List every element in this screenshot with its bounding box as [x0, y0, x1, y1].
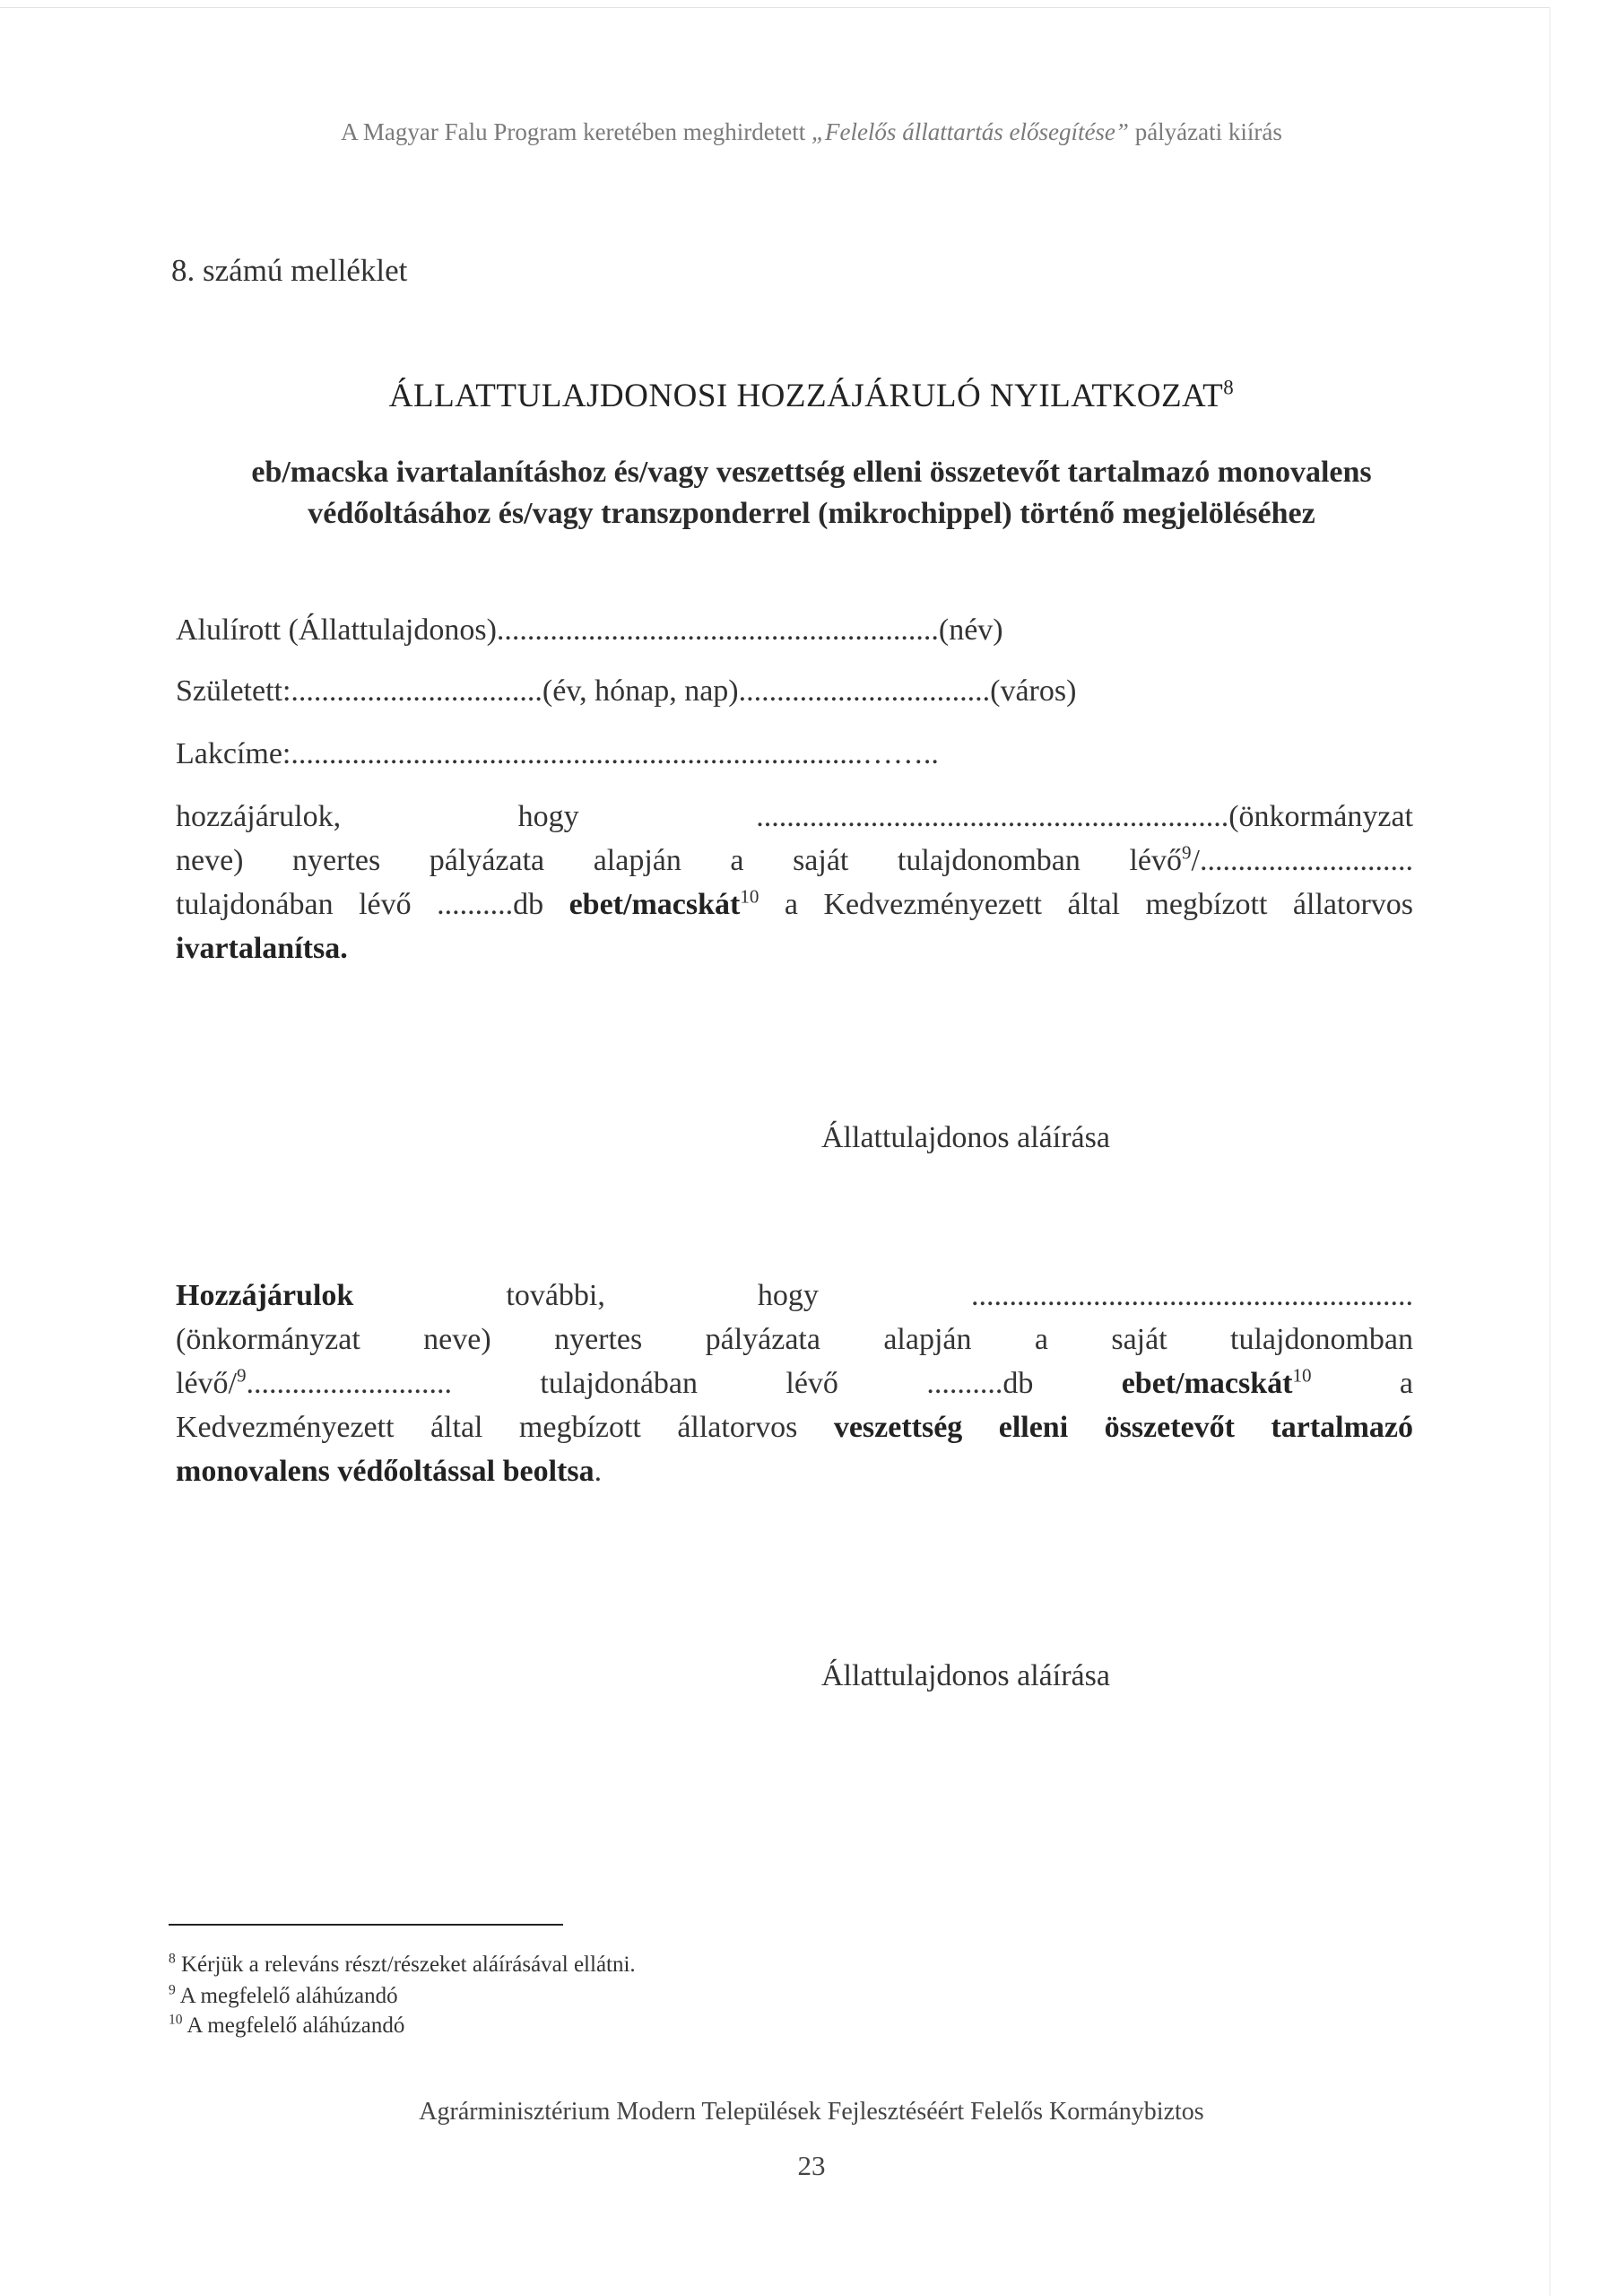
- consent2-bold-text: Hozzájárulok: [176, 1279, 354, 1312]
- birth-field: Született:.................................(év, hónap, nap).................................(város): [176, 674, 1077, 708]
- page-top-edge: [0, 7, 1549, 8]
- consent2-line-4: [176, 1405, 1413, 1449]
- consent1-bold-text: ivartalanítsa.: [176, 932, 348, 965]
- consent1-text: hozzájárulok, hogy ..............................................................(önkormányzat: [176, 800, 1413, 833]
- subtitle-line-2: védőoltásához és/vagy transzponderrel (mikrochippel) történő megjelöléséhez: [308, 497, 1315, 530]
- owner-name-field: Alulírott (Állattulajdonos)..........................................................(név): [176, 613, 1003, 647]
- footnote-ref: 10: [740, 885, 759, 908]
- footnote-number: 9: [169, 1982, 176, 1998]
- footnote-9: [169, 1984, 398, 2009]
- consent-vaccination-paragraph: [176, 1274, 1413, 1493]
- consent2-text: további, hogy ..........................................................: [353, 1279, 1413, 1312]
- consent1-line-1: [176, 795, 1413, 839]
- running-header: [0, 118, 1623, 146]
- annex-label: 8. számú melléklet: [171, 253, 408, 288]
- consent2-line-2: [176, 1318, 1413, 1361]
- consent2-text: a: [1311, 1367, 1414, 1400]
- footnote-8: [169, 1952, 636, 1978]
- footnote-text: A megfelelő aláhúzandó: [182, 2013, 405, 2038]
- page-number: 23: [797, 2150, 826, 2181]
- page-right-edge: [1549, 7, 1550, 2296]
- footnote-separator: [169, 1924, 563, 1926]
- consent1-text: neve) nyertes pályázata alapján a saját tulajdonomban lévő: [176, 844, 1182, 877]
- consent2-bold-text: ebet/macskát: [1121, 1367, 1293, 1400]
- footnote-number: 10: [169, 2012, 183, 2028]
- consent1-line-4: [176, 926, 1413, 970]
- consent1-line-2: [176, 839, 1413, 883]
- consent1-line-3: [176, 883, 1413, 926]
- consent2-line-1: [176, 1274, 1413, 1318]
- consent2-text: lévő/: [176, 1367, 237, 1400]
- page-footer: Agrárminisztérium Modern Települések Fejlesztéséért Felelős Kormánybiztos: [419, 2098, 1204, 2126]
- consent2-bold-text: veszettség elleni összetevőt tartalmazó: [833, 1411, 1414, 1444]
- footnote-ref: 10: [1292, 1364, 1312, 1387]
- header-prefix: A Magyar Falu Program keretében meghirdetett: [341, 118, 812, 145]
- footnote-number: 8: [169, 1951, 176, 1967]
- consent1-bold-text: ebet/macskát: [568, 888, 741, 921]
- consent2-line-5: [176, 1449, 1413, 1493]
- consent2-text: Kedvezményezett által megbízott állatorvos: [176, 1411, 834, 1444]
- title-footnote-ref: 8: [1223, 376, 1235, 399]
- consent-neutering-paragraph: [176, 795, 1413, 970]
- footnote-text: A megfelelő aláhúzandó: [175, 1984, 398, 2008]
- consent2-text: .: [594, 1455, 603, 1488]
- consent2-text: ........................... tulajdonában lévő ..........db: [246, 1367, 1122, 1400]
- owner-signature-label: Állattulajdonos aláírása: [821, 1121, 1110, 1154]
- header-program-title: „Felelős állattartás elősegítése”: [811, 118, 1129, 145]
- footnote-text: Kérjük a releváns részt/részeket aláírásával ellátni.: [175, 1952, 636, 1977]
- footnote-ref: 9: [1182, 841, 1192, 864]
- footnote-ref: 9: [236, 1364, 247, 1387]
- consent1-text: /............................: [1191, 844, 1413, 877]
- owner-signature-label-2: Állattulajdonos aláírása: [821, 1659, 1110, 1692]
- consent2-line-3: [176, 1361, 1413, 1405]
- consent2-text: (önkormányzat neve) nyertes pályázata alapján a saját tulajdonomban: [176, 1323, 1413, 1356]
- address-field: Lakcíme:...........................................................................……..: [176, 737, 939, 770]
- consent1-text: a Kedvezményezett által megbízott állatorvos: [759, 888, 1413, 921]
- consent2-bold-text: monovalens védőoltással beoltsa: [176, 1455, 595, 1488]
- header-suffix: pályázati kiírás: [1128, 118, 1282, 145]
- title-text: ÁLLATTULAJDONOSI HOZZÁJÁRULÓ NYILATKOZAT: [388, 378, 1224, 414]
- document-title: [0, 377, 1623, 415]
- subtitle-line-1: eb/macska ivartalanításhoz és/vagy veszettség elleni összetevőt tartalmazó monovalens: [251, 456, 1372, 489]
- footnote-10: [169, 2013, 404, 2039]
- consent1-text: tulajdonában lévő ..........db: [176, 888, 569, 921]
